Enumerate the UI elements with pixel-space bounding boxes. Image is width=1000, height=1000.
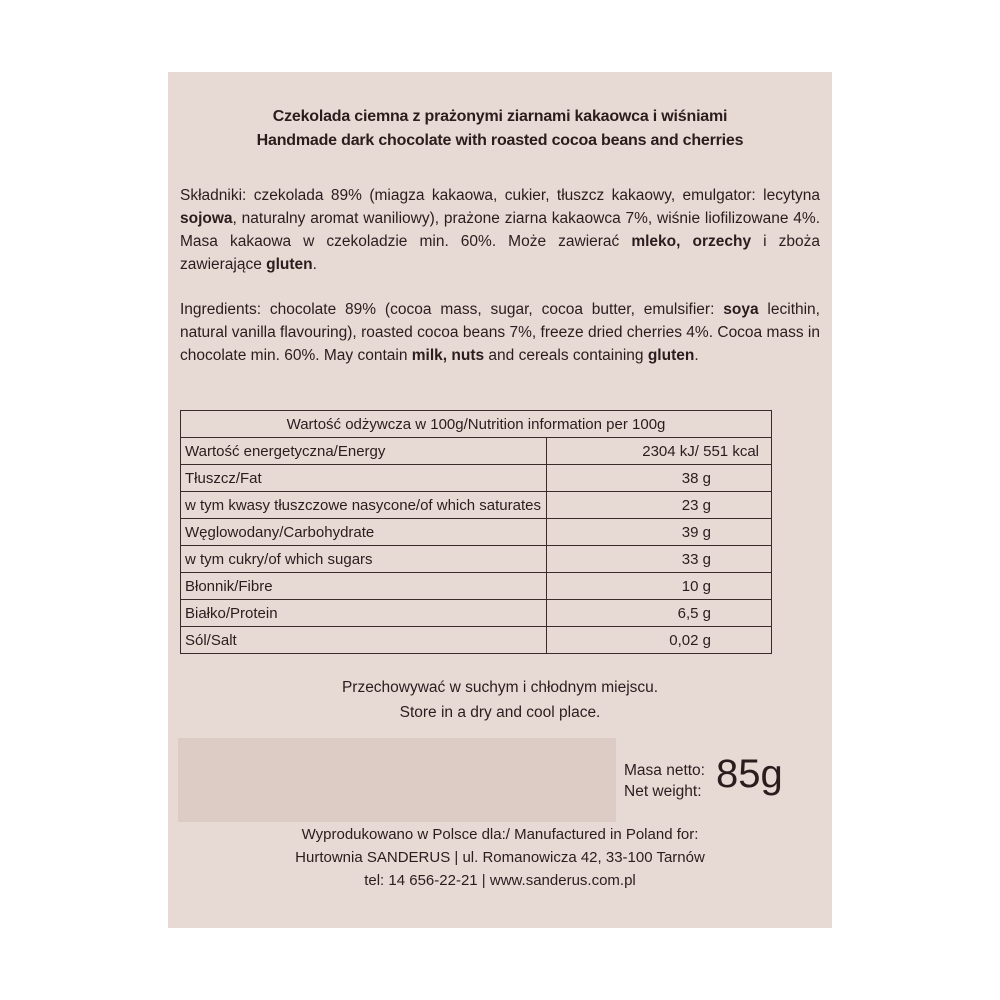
table-row	[181, 519, 772, 546]
title-english: Handmade dark chocolate with roasted cocoa beans and cherries	[256, 132, 744, 149]
table-row	[181, 438, 772, 465]
nutrient-label: Tłuszcz/Fat	[181, 465, 547, 492]
table-row	[181, 573, 772, 600]
nutrient-value: 38 g	[547, 465, 772, 492]
net-weight-label-en: Net weight:	[624, 783, 702, 800]
title-polish: Czekolada ciemna z prażonymi ziarnami kakaowca i wiśniami	[272, 108, 728, 125]
ingredients-polish: Składniki: czekolada 89% (miagza kakaowa, cukier, tłuszcz kakaowy, emulgator: lecytyna sojowa, naturalny aromat waniliowy), prażone ziarna kakaowca 7%, wiśnie liofilizowane 4%. Masa kakaowa w czekoladzie min. 60%. Może zawierać mleko, orzechy i zboża zawierające gluten.	[180, 187, 820, 273]
nutrition-header: Wartość odżywcza w 100g/Nutrition information per 100g	[181, 411, 772, 438]
manufacturer-contact: tel: 14 656-22-21 | www.sanderus.com.pl	[364, 872, 636, 889]
net-weight-labels	[624, 760, 705, 802]
nutrient-label: Białko/Protein	[181, 600, 547, 627]
net-weight-value: 85g	[716, 752, 783, 796]
storage-polish: Przechowywać w suchym i chłodnym miejscu.	[341, 679, 659, 696]
nutrient-value: 33 g	[547, 546, 772, 573]
nutrient-value: 2304 kJ/ 551 kcal	[547, 438, 772, 465]
manufacturer-line: Wyprodukowano w Polsce dla:/ Manufactured in Poland for:	[301, 826, 699, 843]
nutrient-label: Węglowodany/Carbohydrate	[181, 519, 547, 546]
nutrient-label: w tym kwasy tłuszczowe nasycone/of which saturates	[181, 492, 547, 519]
table-row	[181, 627, 772, 654]
storage-english: Store in a dry and cool place.	[399, 704, 601, 721]
nutrient-value: 0,02 g	[547, 627, 772, 654]
nutrient-label: Sól/Salt	[181, 627, 547, 654]
table-row	[181, 600, 772, 627]
table-row	[181, 465, 772, 492]
nutrient-value: 6,5 g	[547, 600, 772, 627]
nutrient-label: w tym cukry/of which sugars	[181, 546, 547, 573]
nutrient-value: 39 g	[547, 519, 772, 546]
nutrition-table	[180, 410, 772, 654]
product-label	[168, 72, 832, 928]
nutrient-label: Wartość energetyczna/Energy	[181, 438, 547, 465]
manufacturer-address: Hurtownia SANDERUS | ul. Romanowicza 42, 33-100 Tarnów	[295, 849, 705, 866]
nutrient-value: 23 g	[547, 492, 772, 519]
nutrient-value: 10 g	[547, 573, 772, 600]
net-weight-label-pl: Masa netto:	[624, 762, 705, 779]
table-row	[181, 546, 772, 573]
table-row	[181, 492, 772, 519]
nutrient-label: Błonnik/Fibre	[181, 573, 547, 600]
ingredients-english: Ingredients: chocolate 89% (cocoa mass, sugar, cocoa butter, emulsifier: soya lecithin, natural vanilla flavouring), roasted cocoa beans 7%, freeze dried cherries 4%. Cocoa mass in chocolate min. 60%. May contain milk, nuts and cereals containing gluten.	[180, 301, 820, 364]
logo-placeholder	[178, 738, 616, 822]
